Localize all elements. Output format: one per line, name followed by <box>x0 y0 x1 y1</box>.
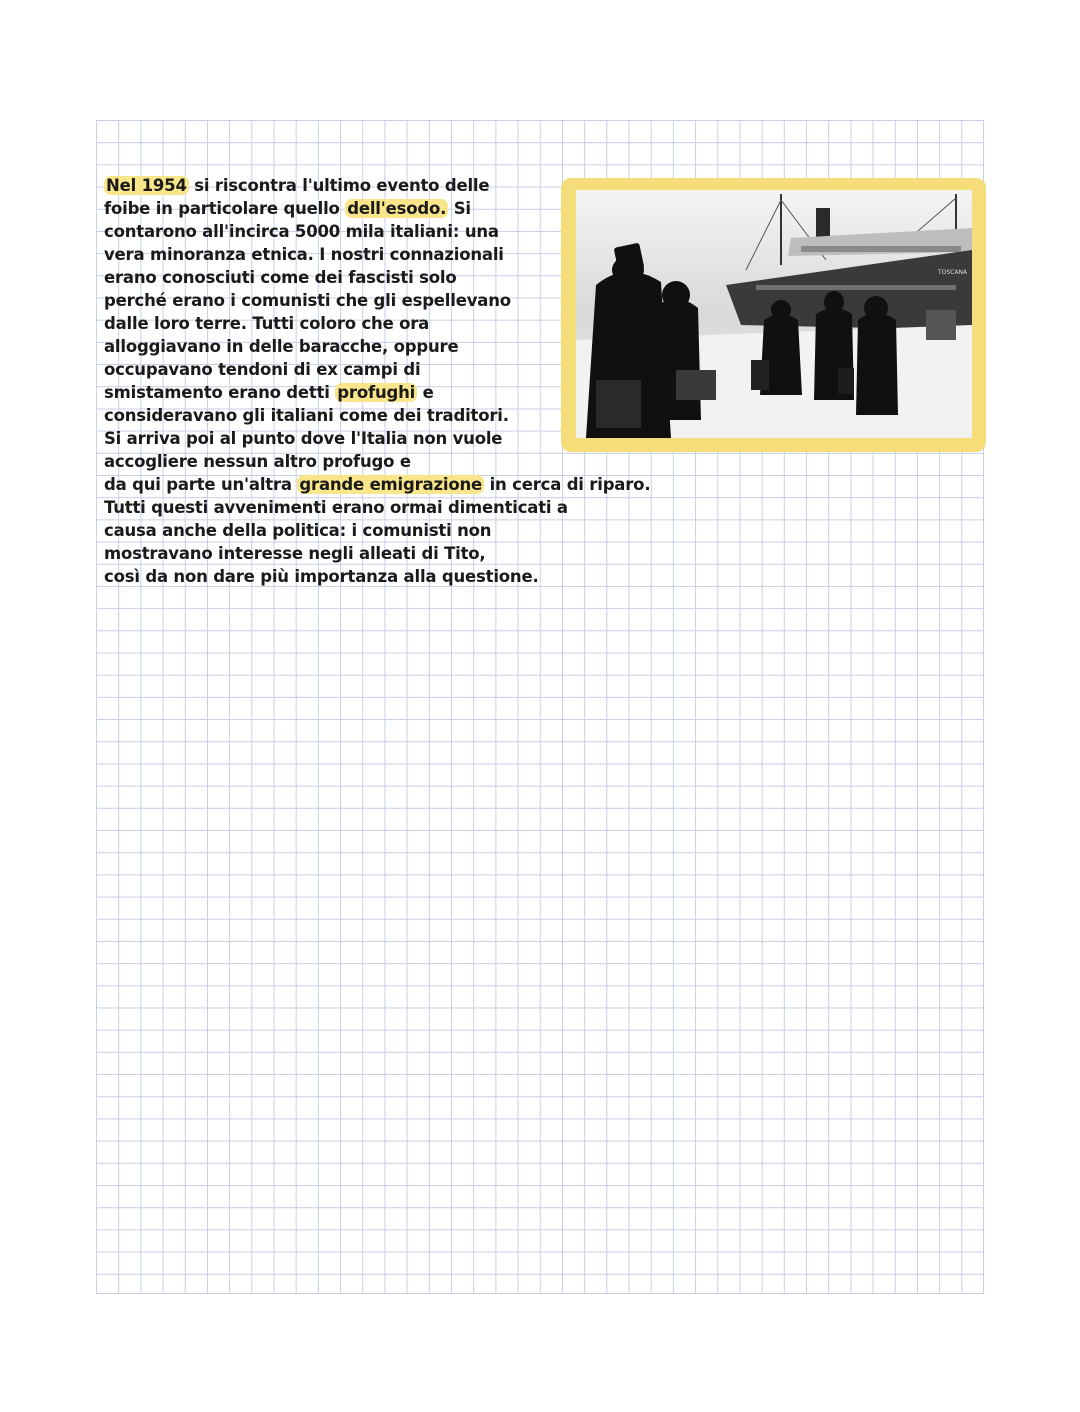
text-line: erano conosciuti come dei fascisti solo <box>104 268 457 287</box>
text-fragment: Si <box>448 199 471 218</box>
text-line <box>104 197 744 220</box>
text-fragment: si riscontra l'ultimo evento delle <box>188 176 490 195</box>
text-line: perché erano i comunisti che gli espellevano <box>104 291 511 310</box>
text-line: occupavano tendoni di ex campi di <box>104 360 421 379</box>
text-line: consideravano gli italiani come dei traditori. <box>104 406 509 425</box>
text-fragment: da qui parte un'altra <box>104 475 298 494</box>
text-line: causa anche della politica: i comunisti non <box>104 521 492 540</box>
ship-name-lettering: TOSCANA <box>938 269 968 276</box>
text-fragment: in cerca di riparo. <box>484 475 651 494</box>
highlight-esodo: dell'esodo. <box>347 199 447 218</box>
notes-text <box>104 174 744 588</box>
text-line: così da non dare più importanza alla questione. <box>104 567 539 586</box>
highlight-emigrazione: grande emigrazione <box>299 475 483 494</box>
text-fragment: foibe in particolare quello <box>104 199 346 218</box>
text-line: Tutti questi avvenimenti erano ormai dimenticati a <box>104 498 568 517</box>
text-line: contarono all'incirca 5000 mila italiani: una <box>104 222 499 241</box>
highlight-profughi: profughi <box>337 383 416 402</box>
text-line: Si arriva poi al punto dove l'Italia non vuole <box>104 429 503 448</box>
text-fragment: smistamento erano detti <box>104 383 336 402</box>
highlight-year: Nel 1954 <box>106 176 187 195</box>
text-line <box>104 381 744 404</box>
text-fragment: e <box>417 383 434 402</box>
text-line <box>104 174 744 197</box>
text-line <box>104 473 744 496</box>
text-line: dalle loro terre. Tutti coloro che ora <box>104 314 430 333</box>
text-line: alloggiavano in delle baracche, oppure <box>104 337 459 356</box>
text-line: vera minoranza etnica. I nostri connazionali <box>104 245 504 264</box>
text-line: accogliere nessun altro profugo e <box>104 452 411 471</box>
text-line: mostravano interesse negli alleati di Tito, <box>104 544 486 563</box>
